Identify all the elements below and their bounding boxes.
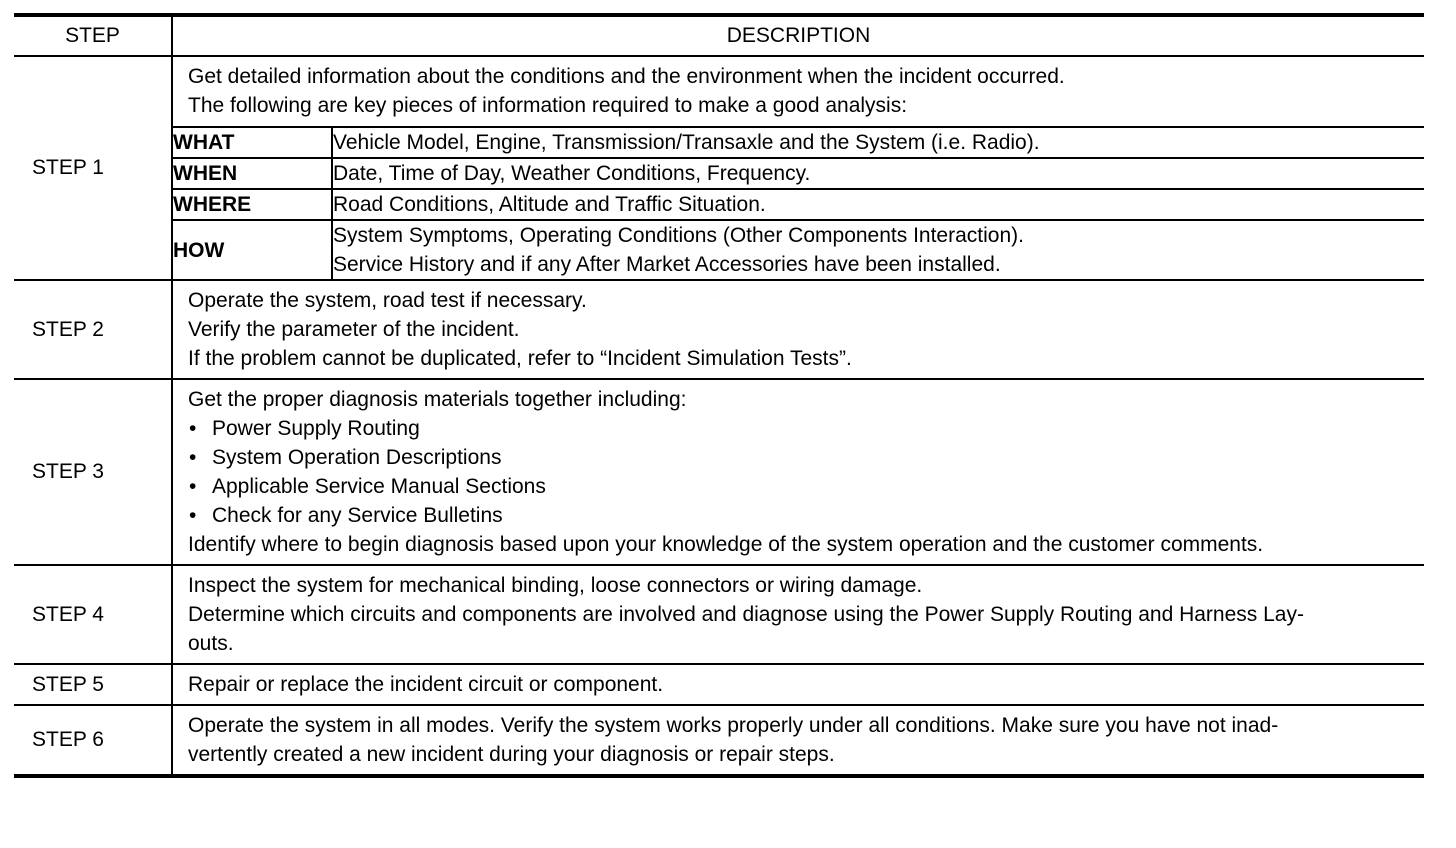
list-item: • Check for any Service Bulletins: [188, 501, 1410, 530]
list-item: • System Operation Descriptions: [188, 443, 1410, 472]
info-value: [332, 220, 1424, 279]
description-line: Repair or replace the incident circuit or component.: [188, 673, 664, 696]
info-value-line: Vehicle Model, Engine, Transmission/Transaxle and the System (i.e. Radio).: [333, 131, 1040, 154]
step-row-5: [14, 664, 1424, 705]
description-line: Identify where to begin diagnosis based upon your knowledge of the system operation and the customer comments.: [188, 533, 1264, 556]
description-line: If the problem cannot be duplicated, refer to “Incident Simulation Tests”.: [188, 347, 852, 370]
info-key: WHERE: [173, 189, 332, 220]
step-column-header: STEP: [14, 15, 172, 56]
info-key: WHAT: [173, 128, 332, 158]
list-item: • Applicable Service Manual Sections: [188, 472, 1410, 501]
description-line: Verify the parameter of the incident.: [188, 318, 520, 341]
info-row-what: [173, 128, 1424, 158]
step-description: [172, 280, 1424, 379]
info-row-how: [173, 220, 1424, 279]
info-value: [332, 189, 1424, 220]
step-description: [172, 705, 1424, 776]
description-line: Determine which circuits and components are involved and diagnose using the Power Supply Routing and Harness Lay-: [188, 603, 1304, 626]
info-row-when: [173, 158, 1424, 189]
step-row-4: [14, 565, 1424, 664]
step-description: [172, 565, 1424, 664]
diagnostic-steps-document: [14, 13, 1424, 778]
key-information-table: [173, 128, 1424, 279]
description-line: Inspect the system for mechanical binding, loose connectors or wiring damage.: [188, 574, 923, 597]
description-line: Operate the system in all modes. Verify the system works properly under all conditions. Make sure you have not inad-: [188, 714, 1279, 737]
info-row-where: [173, 189, 1424, 220]
step-label: STEP 6: [14, 705, 172, 776]
step-description: [172, 56, 1424, 280]
info-value-line: Service History and if any After Market Accessories have been installed.: [333, 253, 1001, 276]
step-row-1: [14, 56, 1424, 280]
step-description: [172, 379, 1424, 565]
diagnostic-steps-table: [14, 13, 1424, 778]
step-label: STEP 4: [14, 565, 172, 664]
step-label: STEP 5: [14, 664, 172, 705]
info-value: [332, 158, 1424, 189]
step-row-3: [14, 379, 1424, 565]
info-value: [332, 128, 1424, 158]
step1-intro-line: Get detailed information about the conditions and the environment when the incident occurred.: [188, 65, 1065, 88]
list-item: • Power Supply Routing: [188, 414, 1410, 443]
step-label: STEP 1: [14, 56, 172, 280]
description-line: vertently created a new incident during your diagnosis or repair steps.: [188, 743, 835, 766]
step-row-6: [14, 705, 1424, 776]
description-line: Operate the system, road test if necessary.: [188, 289, 587, 312]
info-value-line: Date, Time of Day, Weather Conditions, Frequency.: [333, 162, 811, 185]
step-label: STEP 3: [14, 379, 172, 565]
description-column-header: DESCRIPTION: [172, 15, 1424, 56]
info-key: WHEN: [173, 158, 332, 189]
step1-intro: [173, 57, 1424, 128]
step-row-2: [14, 280, 1424, 379]
info-value-line: System Symptoms, Operating Conditions (Other Components Interaction).: [333, 224, 1024, 247]
step-description: [172, 664, 1424, 705]
info-value-line: Road Conditions, Altitude and Traffic Situation.: [333, 193, 766, 216]
info-key: HOW: [173, 220, 332, 279]
step1-intro-line: The following are key pieces of information required to make a good analysis:: [188, 94, 908, 117]
description-line: outs.: [188, 632, 234, 655]
materials-list: [188, 414, 1410, 530]
table-header-row: [14, 15, 1424, 56]
description-line: Get the proper diagnosis materials together including:: [188, 388, 687, 411]
step-label: STEP 2: [14, 280, 172, 379]
